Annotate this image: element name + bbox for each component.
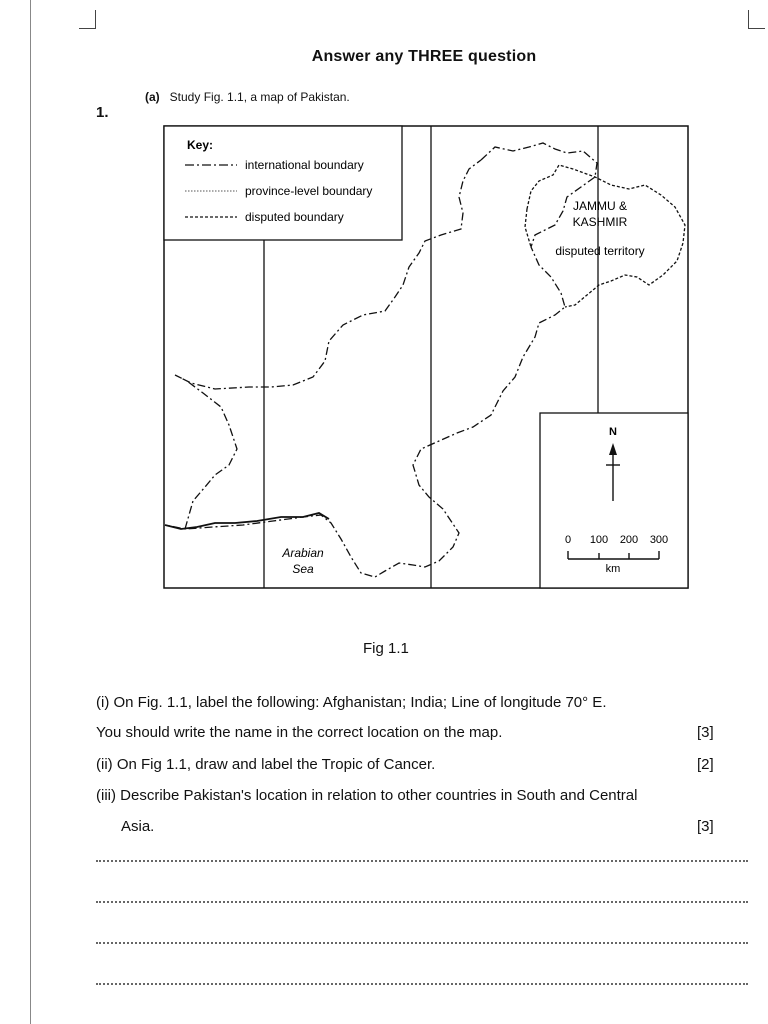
map-key-title: Key: xyxy=(187,138,214,152)
key-item-province: province-level boundary xyxy=(245,184,373,198)
scale-tick-label: 200 xyxy=(619,534,639,546)
key-item-international: international boundary xyxy=(245,158,364,172)
sea-label-line1: Arabian xyxy=(282,546,324,560)
answer-line[interactable] xyxy=(96,860,748,862)
question-line: (iii) Describe Pakistan's location in relation to other countries in South and Central xyxy=(96,787,638,804)
answer-line[interactable] xyxy=(96,942,748,944)
compass-scale-box xyxy=(540,413,688,588)
region-label-line2: KASHMIR xyxy=(572,215,628,229)
figure-caption: Fig 1.1 xyxy=(363,640,409,657)
answer-line[interactable] xyxy=(96,901,748,903)
north-label: N xyxy=(609,426,617,438)
crop-mark-top-left xyxy=(79,10,96,29)
scale-unit-label: km xyxy=(605,563,621,575)
region-sub-label: disputed territory xyxy=(555,244,645,258)
marks-label: [3] xyxy=(697,818,714,835)
region-label-line1: JAMMU & xyxy=(573,199,627,213)
question-line: You should write the name in the correct location on the map. xyxy=(96,724,503,741)
scale-tick-label: 100 xyxy=(589,534,609,546)
scale-tick-label: 0 xyxy=(564,534,572,546)
key-item-disputed: disputed boundary xyxy=(245,210,344,224)
sea-label-line2: Sea xyxy=(292,562,314,576)
question-line: (ii) On Fig 1.1, draw and label the Tropic of Cancer. xyxy=(96,756,436,773)
page-margin-line xyxy=(30,0,31,1024)
question-number: 1. xyxy=(96,104,109,121)
part-a-label: (a) xyxy=(145,90,160,104)
answer-line[interactable] xyxy=(96,983,748,985)
pakistan-map-figure xyxy=(163,125,689,590)
page-heading: Answer any THREE question xyxy=(311,48,537,65)
crop-mark-top-right xyxy=(748,10,765,29)
marks-label: [2] xyxy=(697,756,714,773)
marks-label: [3] xyxy=(697,724,714,741)
question-line: (i) On Fig. 1.1, label the following: Afghanistan; India; Line of longitude 70° E. xyxy=(96,694,607,711)
part-a-text: Study Fig. 1.1, a map of Pakistan. xyxy=(169,90,350,104)
scale-tick-label: 300 xyxy=(649,534,669,546)
question-line: Asia. xyxy=(121,818,155,835)
question-part-a xyxy=(145,90,350,104)
